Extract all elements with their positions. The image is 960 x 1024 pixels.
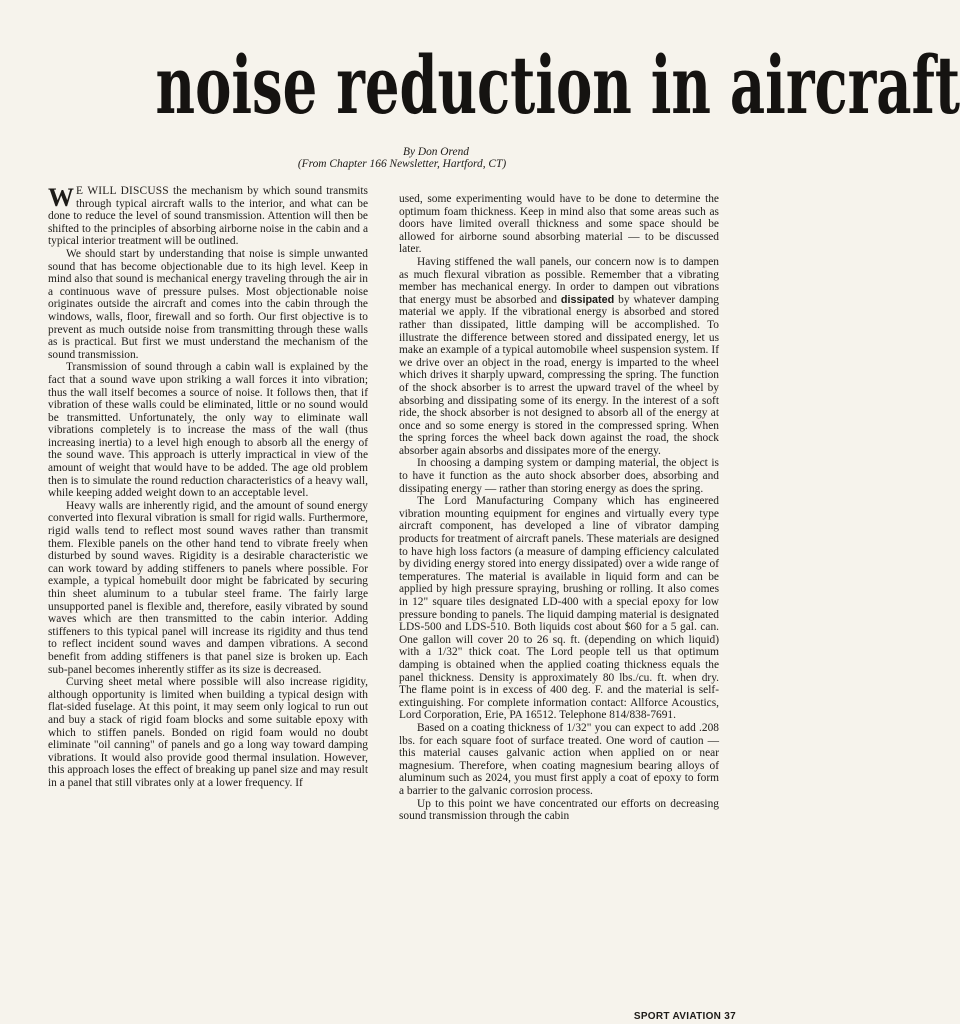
paragraph: Up to this point we have concentrated our efforts on decreasing sound transmission through the cabin <box>399 797 719 823</box>
paragraph <box>48 185 368 248</box>
paragraph-text: by whatever damping material we apply. If the vibrational energy is absorbed and stored rather than dissipated, little damping will be accomplished. To illustrate the difference between stored and dissipated energy, let us make an example of a typical automobile wheel suspension system. If we drive over an object in the road, energy is imparted to the wheel which drives it sharply upward, compressing the spring. The function of the shock absorber is to arrest the upward travel of the wheel by absorbing and dissipating some of its energy. In the interest of a soft ride, the shock absorber is not designed to absorb all of the energy at once and so some energy is stored in the compressed spring. When the spring forces the wheel back down against the road, the shock absorber again absorbs and dissipates more of the energy. <box>399 293 719 457</box>
paragraph: Heavy walls are inherently rigid, and the amount of sound energy converted into flexural vibration is small for rigid walls. Furthermore, rigid walls tend to reflect most sound waves rather than transmit them. Flexible panels on the other hand tend to vibrate freely when disturbed by sound waves. Rigidity is a desirable characteristic we can work toward by adding stiffeners to panels where possible. For example, a typical homebuilt door might be fabricated by securing thin sheet aluminum to a tubular steel frame. The fairly large unsupported panel is flexible and, therefore, easily vibrated by sound waves which are then transmitted to the cabin interior. Adding stiffeners to this typical panel will increase its rigidity and thus tend to reflect incident sound waves and dampen vibrations. A second benefit from adding stiffeners is that panel size is broken up. Each sub-panel becomes inherently stiffer as its size is decreased. <box>48 499 368 676</box>
paragraph: Curving sheet metal where possible will also increase rigidity, although opportunity is limited when building a typical design with flat-sided fuselage. At this point, it may seem only logical to run out and buy a stack of rigid foam blocks and some suitable epoxy with which to stiffen panels. Bonded on rigid foam would no doubt eliminate "oil canning" of panels and go a long way toward damping vibrations. It would also provide good thermal insulation. However, this approach loses the effect of breaking up panel size and may result in a panel that still vibrates only at a lower frequency. If <box>48 676 368 789</box>
paragraph-text: the mechanism by which sound transmits through typical aircraft walls to the interior, and what can be done to reduce the level of sound transmission. Attention will then be shifted to the principles of absorbing airborne noise in the cabin and a typical interior treatment will be outlined. <box>48 185 368 248</box>
paragraph: The Lord Manufacturing Company which has engineered vibration mounting equipment for engines and virtually every type aircraft component, has developed a line of vibrator damping products for treatment of aircraft panels. These materials are designed to have high loss factors (a measure of damping efficiency calculated by dividing energy stored into energy dissipated) over a wide range of temperatures. The material is available in liquid form and can be applied by high pressure spraying, brushing or rolling. It also comes in 12" square tiles designated LD-400 with a special epoxy for low pressure bonding to panels. The liquid damping material is designated LDS-500 and LDS-510. Both liquids cost about $60 for a 5 gal. can. One gallon will cover 20 to 26 sq. ft. (depending on which liquid) with a 1/32" thick coat. The Lord people tell us that optimum damping is obtained when the applied coating thickness equals the panel thickness. Density is approximately 80 lbs./cu. ft. when dry. The flame point is in excess of 400 deg. F. and the material is self-extinguishing. For complete information contact: Allforce Acoustics, Lord Corporation, Erie, PA 16512. Telephone 814/838-7691. <box>399 495 719 722</box>
paragraph: used, some experimenting would have to be done to determine the optimum foam thickness. Keep in mind also that some areas such as doors have limited overall thickness and some space should be allowed for airborne sound absorbing material — to be discussed later. <box>399 193 719 256</box>
paragraph-text: Having stiffened the wall panels, our concern now is to dampen as much flexural vibration as possible. Remember that a vibrating member has mechanical energy. In order to dampen out vibrations that energy must be absorbed and <box>399 255 719 306</box>
article-author: By Don Orend <box>402 146 469 158</box>
paragraph: We should start by understanding that noise is simple unwanted sound that has become objectionable due to its high level. Keep in mind also that sound is mechanical energy traveling through the air in a continuous wave of pressure pulses. Most objectionable noise originates outside the aircraft and comes into the cabin through the windows, walls, floor, firewall and so forth. Our first objective is to prevent as much outside noise from transmitting through these walls as is practical. But first we must understand the mechanism of the sound transmission. <box>48 247 368 361</box>
article-title: noise reduction in aircraft <box>155 38 960 132</box>
lead-in: E WILL DISCUSS <box>76 185 169 197</box>
paragraph: Based on a coating thickness of 1/32" you can expect to add .208 lbs. for each square foot of surface treated. One word of caution — this material causes galvanic action when applied on or near magnesium. Therefore, when coating magnesium bearing alloys of aluminum such as 2024, you must first apply a coat of epoxy to form a barrier to the galvanic corrosion process. <box>399 721 719 797</box>
right-column <box>399 193 719 823</box>
left-column <box>48 185 368 790</box>
paragraph: Transmission of sound through a cabin wall is explained by the fact that a sound wave upon striking a wall forces it into vibration; thus the wall itself becomes a source of noise. It follows then, that if vibration of these walls could be eliminated, little or no sound would be transmitted. Unfortunately, the only way to eliminate wall vibrations completely is to increase the mass of the wall (thus increasing inertia) to a level high enough to absorb all the energy of the sound wave. This approach is utterly impractical in view of the amount of weight that would have to be added. The age old problem then is to simulate the round reduction characteristics of a heavy wall, while keeping added weight down to an acceptable level. <box>48 361 368 500</box>
paragraph: In choosing a damping system or damping material, the object is to have it function as the auto shock absorber does, absorbing and dissipating energy — rather than storing energy as does the spring. <box>399 457 719 495</box>
article-source: (From Chapter 166 Newsletter, Hartford, CT) <box>297 158 507 170</box>
paragraph <box>399 256 719 458</box>
page-footer: SPORT AVIATION 37 <box>633 1011 736 1022</box>
emphasis-word: dissipated <box>560 293 615 306</box>
drop-cap: W <box>48 183 74 212</box>
